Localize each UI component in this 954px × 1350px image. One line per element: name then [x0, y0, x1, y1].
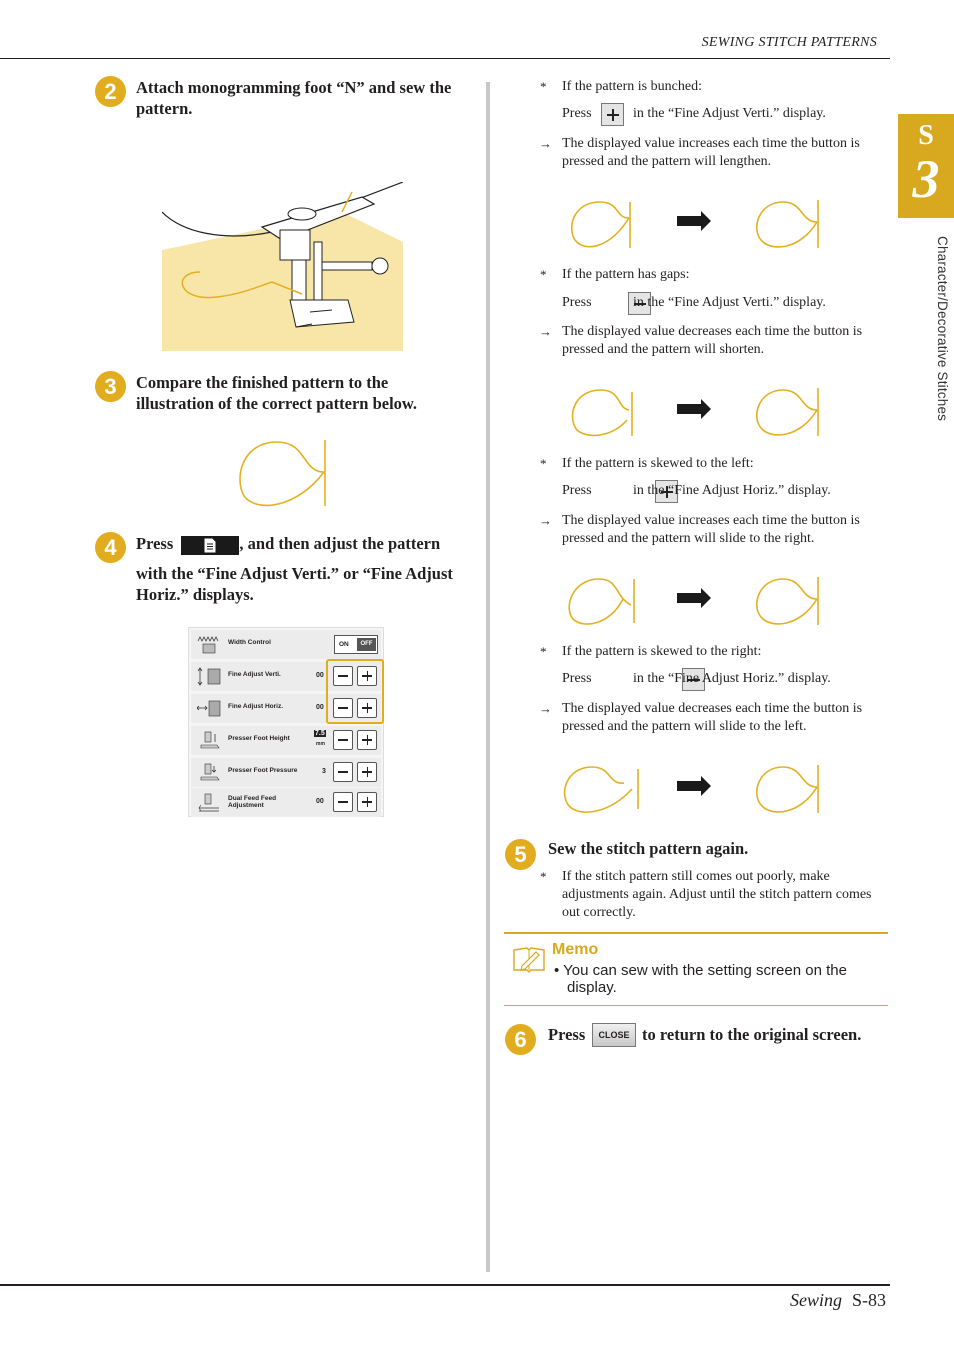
presser-foot-pressure-row: [191, 758, 381, 787]
step-4-after-text: , and then adjust the pattern: [239, 534, 441, 553]
bullet-asterisk: *: [540, 644, 547, 659]
footer-rule: [0, 1284, 890, 1286]
chapter-letter: S: [918, 120, 934, 151]
case-2-pattern-illustration: [565, 386, 825, 440]
toggle-on-label: ON: [339, 641, 349, 648]
page-number: S-83: [851, 1290, 886, 1310]
case-4-press: Press: [562, 671, 592, 686]
case-1-result: The displayed value increases each time the button is pressed and the pattern will lengthen.: [562, 136, 860, 169]
presser-foot-height-value: 7.5: [315, 730, 325, 737]
step-4-text: [136, 533, 476, 555]
horizontal-adjust-icon: [197, 699, 221, 718]
step-4-line2: with the “Fine Adjust Verti.” or “Fine Adjust Horiz.” displays.: [136, 564, 453, 604]
arrow-right-icon: [677, 399, 711, 419]
dual-feed-icon: [197, 793, 221, 812]
footer-section: Sewing: [789, 1290, 842, 1310]
result-arrow: →: [539, 513, 552, 528]
chapter-tab: [898, 114, 954, 218]
fine-adjust-highlight: [326, 659, 384, 724]
case-1-display: in the “Fine Adjust Verti.” display.: [633, 106, 826, 121]
memo-book-icon: [512, 944, 546, 974]
bullet-asterisk: *: [540, 456, 547, 471]
settings-menu-button[interactable]: [181, 536, 239, 555]
case-2-condition: If the pattern has gaps:: [562, 267, 690, 282]
step-4-press-label: Press: [136, 534, 174, 553]
presser-foot-height-minus-button[interactable]: [333, 730, 353, 750]
case-1-pattern-illustration: [565, 198, 825, 252]
presser-foot-height-plus-button[interactable]: [357, 730, 377, 750]
memo-bottom-rule: [504, 1005, 888, 1006]
step-6-after-text: to return to the original screen.: [642, 1025, 862, 1044]
step-5-text: Sew the stitch pattern again.: [548, 839, 749, 858]
dual-feed-value: 00: [316, 798, 324, 805]
settings-screen: [188, 627, 384, 817]
presser-foot-height-unit: mm: [316, 741, 325, 747]
step-6-number: 6: [505, 1024, 536, 1055]
presser-foot-pressure-minus-button[interactable]: [333, 762, 353, 782]
memo-top-rule: [504, 932, 888, 934]
case-3-pattern-illustration: [565, 575, 825, 629]
case-1-condition: If the pattern is bunched:: [562, 79, 702, 94]
step-5-note: If the stitch pattern still comes out poorly, make adjustments again. Adjust until the stitch pattern comes out correctly.: [562, 869, 872, 920]
presser-foot-height-icon: [197, 731, 221, 750]
dual-feed-plus-button[interactable]: [357, 792, 377, 812]
presser-foot-pressure-label: Presser Foot Pressure: [228, 767, 298, 774]
step-5-number: 5: [505, 839, 536, 870]
dual-feed-minus-button[interactable]: [333, 792, 353, 812]
page-icon: [181, 536, 239, 555]
presser-foot-pressure-value: 3: [322, 768, 326, 775]
result-arrow: →: [539, 701, 552, 716]
fine-adjust-horiz-value: 00: [316, 704, 324, 711]
step-3-text: Compare the finished pattern to the illustration of the correct pattern below.: [136, 373, 418, 413]
memo-text: • You can sew with the setting screen on the display.: [554, 962, 847, 996]
case-2-result: The displayed value decreases each time the button is pressed and the pattern will shorten.: [562, 324, 863, 357]
step-6-press-label: Press: [548, 1025, 586, 1044]
page-footer: [790, 1290, 886, 1311]
result-arrow: →: [539, 324, 552, 339]
correct-pattern-illustration: [232, 438, 332, 510]
width-control-label: Width Control: [228, 639, 271, 646]
width-control-icon: [197, 635, 221, 654]
case-1-press: Press: [562, 106, 592, 121]
plus-button[interactable]: [601, 103, 624, 126]
width-control-row: [191, 630, 381, 659]
memo-title: Memo: [552, 941, 599, 958]
chapter-name: Character/Decorative Stitches: [935, 236, 950, 422]
dual-feed-label: Dual Feed Feed Adjustment: [228, 795, 277, 809]
arrow-right-icon: [677, 588, 711, 608]
result-arrow: →: [539, 136, 552, 151]
arrow-right-icon: [677, 211, 711, 231]
case-4-condition: If the pattern is skewed to the right:: [562, 644, 762, 659]
arrow-right-icon: [677, 776, 711, 796]
presser-foot-pressure-icon: [197, 763, 221, 782]
header-rule: [0, 58, 890, 59]
column-divider: [486, 82, 490, 1272]
presser-foot-height-row: [191, 726, 381, 755]
chapter-number: 3: [912, 149, 940, 209]
dual-feed-row: [191, 788, 381, 817]
toggle-off-label: OFF: [357, 638, 376, 651]
bullet-asterisk: *: [540, 869, 547, 884]
bullet-asterisk: *: [540, 79, 547, 94]
step-4-number: 4: [95, 532, 126, 563]
case-2-press: Press: [562, 295, 592, 310]
presser-foot-pressure-plus-button[interactable]: [357, 762, 377, 782]
section-title: SEWING STITCH PATTERNS: [701, 35, 877, 50]
presser-foot-height-label: Presser Foot Height: [228, 735, 290, 742]
step-3-number: 3: [95, 371, 126, 402]
close-button[interactable]: CLOSE: [592, 1023, 636, 1047]
step-2-text: Attach monogramming foot “N” and sew the pattern.: [136, 78, 452, 118]
fine-adjust-verti-label: Fine Adjust Verti.: [228, 671, 281, 678]
case-3-result: The displayed value increases each time the button is pressed and the pattern will slide to the right.: [562, 513, 860, 546]
case-4-result: The displayed value decreases each time the button is pressed and the pattern will slide to the left.: [562, 701, 863, 734]
fine-adjust-verti-value: 00: [316, 672, 324, 679]
case-2-display: in the “Fine Adjust Verti.” display.: [633, 295, 826, 310]
vertical-adjust-icon: [197, 667, 221, 686]
case-4-pattern-illustration: [560, 763, 825, 817]
case-3-press: Press: [562, 483, 592, 498]
case-3-display: in the “Fine Adjust Horiz.” display.: [633, 483, 831, 498]
step-2-number: 2: [95, 76, 126, 107]
case-4-display: in the “Fine Adjust Horiz.” display.: [633, 671, 831, 686]
monogramming-foot-illustration: [162, 182, 403, 351]
bullet-asterisk: *: [540, 267, 547, 282]
width-control-toggle[interactable]: [334, 635, 378, 654]
fine-adjust-horiz-label: Fine Adjust Horiz.: [228, 703, 284, 710]
case-3-condition: If the pattern is skewed to the left:: [562, 456, 754, 471]
